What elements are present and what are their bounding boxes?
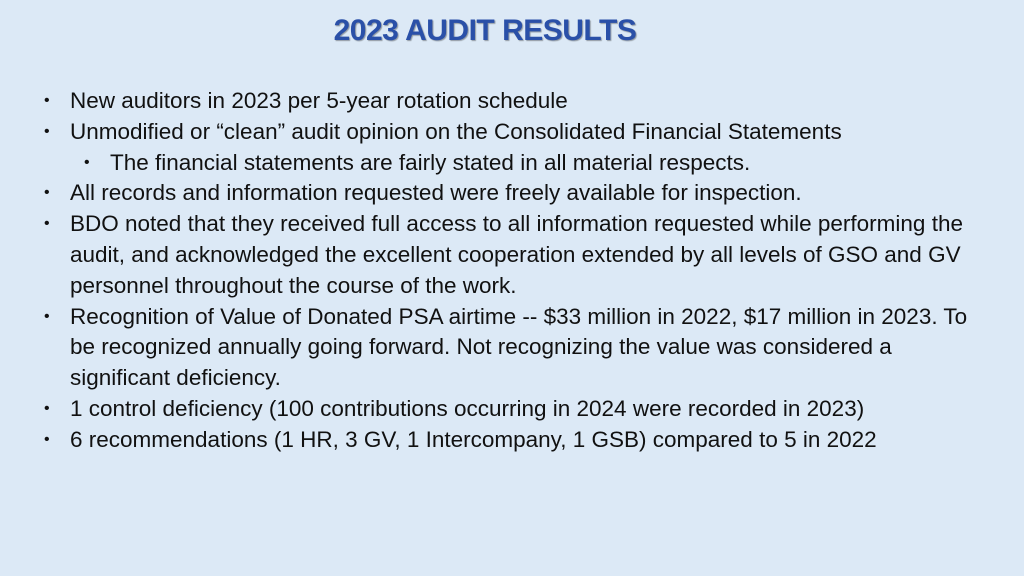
bullet-icon: • (44, 184, 50, 202)
bullet-item (44, 425, 984, 456)
bullet-item (44, 394, 984, 425)
bullet-text: 1 control deficiency (100 contributions occurring in 2024 were recorded in 2023) (70, 395, 865, 421)
bullet-list (44, 86, 984, 456)
bullet-icon: • (44, 399, 50, 417)
bullet-text: The financial statements are fairly stated in all material respects. (110, 149, 751, 175)
bullet-item (44, 117, 984, 148)
bullet-icon: • (44, 430, 50, 448)
sub-bullet-item (44, 148, 984, 179)
bullet-item (44, 302, 984, 394)
bullet-item (44, 209, 984, 301)
bullet-item (44, 86, 984, 117)
bullet-text: Recognition of Value of Donated PSA airtime -- $33 million in 2022, $17 million in 2023. To be recognized annually going forward. Not recognizing the value was considered a significant deficiency. (70, 303, 968, 391)
bullet-text: New auditors in 2023 per 5-year rotation schedule (70, 88, 568, 113)
bullet-icon: • (44, 307, 50, 325)
bullet-text: Unmodified or “clean” audit opinion on the Consolidated Financial Statements (70, 118, 842, 144)
bullet-text: All records and information requested were freely available for inspection. (70, 180, 802, 206)
bullet-item (44, 178, 984, 209)
bullet-icon: • (44, 92, 50, 109)
slide-title: 2023 AUDIT RESULTS (333, 14, 637, 47)
bullet-icon: • (84, 153, 90, 171)
bullet-text: 6 recommendations (1 HR, 3 GV, 1 Intercompany, 1 GSB) compared to 5 in 2022 (70, 426, 877, 452)
bullet-icon: • (44, 215, 50, 233)
bullet-text: BDO noted that they received full access to all information requested while performing the audit, and acknowledged the excellent cooperation extended by all levels of GSO and GV personnel throughout the course of the work. (70, 211, 963, 298)
bullet-icon: • (44, 122, 50, 140)
